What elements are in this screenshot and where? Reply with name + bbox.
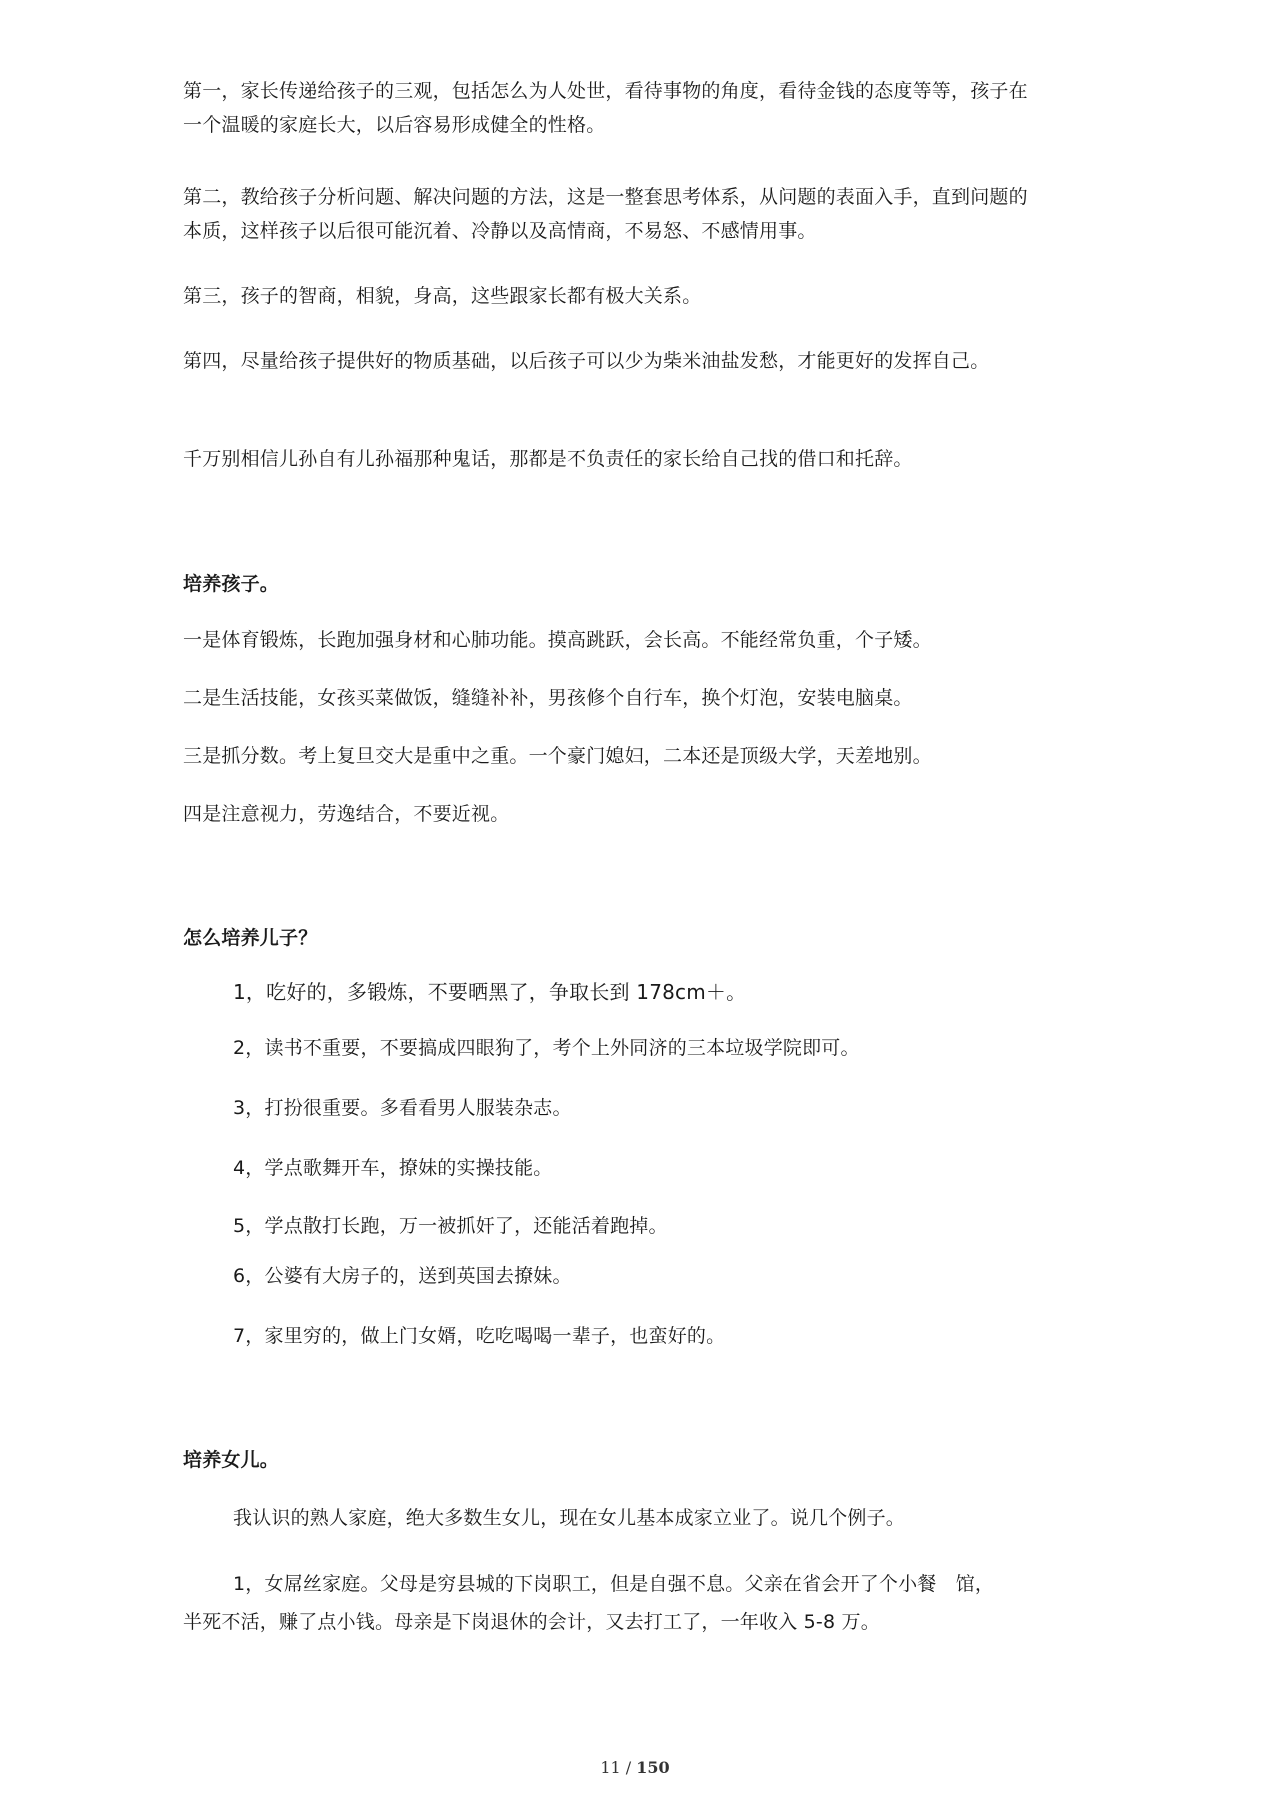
list-item: 二是生活技能，女孩买菜做饭，缝缝补补，男孩修个自行车，换个灯泡，安装电脑桌。 xyxy=(183,687,913,709)
paragraph-first: 第一，家长传递给孩子的三观，包括怎么为人处世，看待事物的角度，看待金钱的态度等等，孩子在一个温暖的家庭长大，以后容易形成健全的性格。 xyxy=(183,80,1028,136)
paragraph-example-line: 1，女屌丝家庭。父母是穷县城的下岗职工，但是自强不息。父亲在省会开了个小餐 馆， xyxy=(233,1573,995,1595)
list-item: 2，读书不重要，不要搞成四眼狗了，考个上外同济的三本垃圾学院即可。 xyxy=(233,1037,860,1059)
list-item: 5，学点散打长跑，万一被抓奸了，还能活着跑掉。 xyxy=(233,1215,668,1237)
paragraph-closing: 千万别相信儿孙自有儿孙福那种鬼话，那都是不负责任的家长给自己找的借口和托辞。 xyxy=(183,448,913,470)
list-item: 6，公婆有大房子的，送到英国去撩妹。 xyxy=(233,1265,572,1287)
paragraph-third: 第三，孩子的智商，相貌，身高，这些跟家长都有极大关系。 xyxy=(183,285,702,307)
page-separator: / xyxy=(620,1758,637,1777)
list-item: 7，家里穷的，做上门女婿，吃吃喝喝一辈子，也蛮好的。 xyxy=(233,1325,726,1347)
list-item: 1，吃好的，多锻炼，不要晒黑了，争取长到 178cm＋。 xyxy=(233,980,747,1004)
list-item: 一是体育锻炼，长跑加强身材和心肺功能。摸高跳跃，会长高。不能经常负重，个子矮。 xyxy=(183,629,932,651)
heading-raise-son: 怎么培养儿子？ xyxy=(183,927,318,949)
total-pages: 150 xyxy=(636,1758,670,1777)
paragraph-intro: 我认识的熟人家庭，绝大多数生女儿，现在女儿基本成家立业了。说几个例子。 xyxy=(233,1507,906,1529)
heading-raise-children: 培养孩子。 xyxy=(183,573,280,595)
page-number xyxy=(0,1758,1270,1777)
paragraph-fourth: 第四，尽量给孩子提供好的物质基础，以后孩子可以少为柴米油盐发愁，才能更好的发挥自己。 xyxy=(183,350,990,372)
paragraph-example-line: 半死不活，赚了点小钱。母亲是下岗退休的会计，又去打工了，一年收入 5-8 万。 xyxy=(183,1611,880,1633)
list-item: 三是抓分数。考上复旦交大是重中之重。一个豪门媳妇，二本还是顶级大学，天差地别。 xyxy=(183,745,932,767)
list-item: 4，学点歌舞开车，撩妹的实操技能。 xyxy=(233,1157,553,1179)
list-item: 四是注意视力，劳逸结合，不要近视。 xyxy=(183,803,510,825)
paragraph-second: 第二，教给孩子分析问题、解决问题的方法，这是一整套思考体系，从问题的表面入手，直到问题的本质，这样孩子以后很可能沉着、冷静以及高情商，不易怒、不感情用事。 xyxy=(183,186,1028,242)
list-item: 3，打扮很重要。多看看男人服装杂志。 xyxy=(233,1097,572,1119)
heading-raise-daughter: 培养女儿。 xyxy=(183,1449,280,1471)
current-page: 11 xyxy=(600,1758,621,1777)
